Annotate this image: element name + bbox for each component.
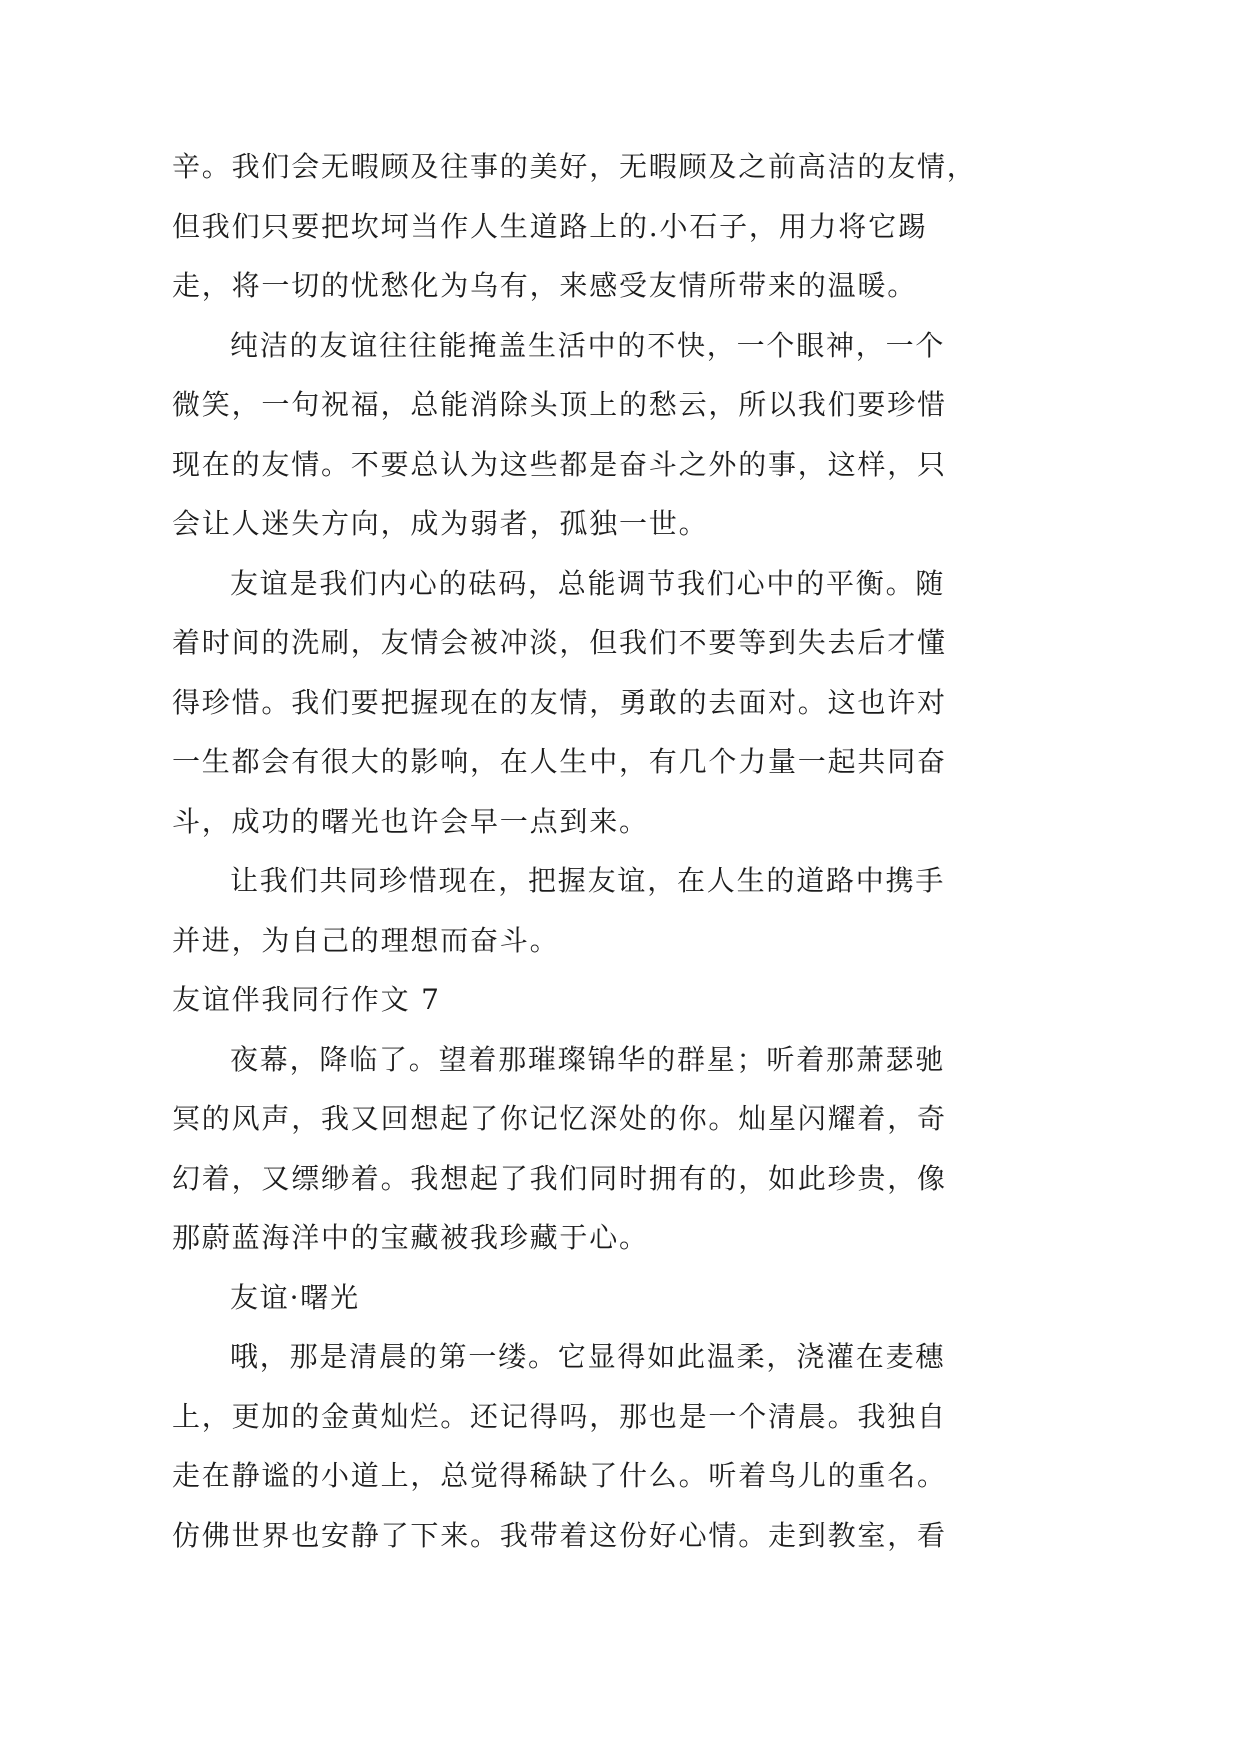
text-line: 微笑，一句祝福，总能消除头顶上的愁云，所以我们要珍惜 — [172, 388, 947, 421]
paragraph-first-line: 让我们共同珍惜现在，把握友谊，在人生的道路中携手 — [230, 864, 946, 897]
paragraph-first-line: 哦，那是清晨的第一缕。它显得如此温柔，浇灌在麦穗 — [230, 1340, 946, 1373]
text-line: 幻着，又缥缈着。我想起了我们同时拥有的，如此珍贵，像 — [172, 1161, 947, 1195]
text-line: 走在静谧的小道上，总觉得稀缺了什么。听着鸟儿的重名。 — [172, 1459, 947, 1492]
paragraph-first-line: 友谊是我们内心的砝码，总能调节我们心中的平衡。随 — [230, 566, 946, 600]
document-page — [172, 137, 977, 1565]
paragraph-first-line: 友谊·曙光 — [230, 1280, 360, 1314]
text-line: 上，更加的金黄灿烂。还记得吗，那也是一个清晨。我独自 — [172, 1399, 947, 1433]
text-line: 会让人迷失方向，成为弱者，孤独一世。 — [172, 507, 709, 540]
text-line: 现在的友情。不要总认为这些都是奋斗之外的事，这样，只 — [172, 447, 947, 481]
text-line: 走，将一切的忧愁化为乌有，来感受友情所带来的温暖。 — [172, 269, 918, 302]
text-line: 得珍惜。我们要把握现在的友情，勇敢的去面对。这也许对 — [172, 685, 947, 719]
paragraph-first-line: 纯洁的友谊往往能掩盖生活中的不快，一个眼神，一个 — [230, 328, 946, 362]
text-line: 一生都会有很大的影响，在人生中，有几个力量一起共同奋 — [172, 745, 947, 778]
text-line: 斗，成功的曙光也许会早一点到来。 — [172, 804, 649, 838]
text-line: 友谊伴我同行作文 7 — [172, 983, 441, 1016]
paragraph-first-line: 夜幕，降临了。望着那璀璨锦华的群星；听着那萧瑟驰 — [230, 1042, 946, 1076]
text-line: 辛。我们会无暇顾及往事的美好，无暇顾及之前高洁的友情， — [172, 150, 977, 183]
text-line: 并进，为自己的理想而奋斗。 — [172, 923, 560, 957]
text-line: 仿佛世界也安静了下来。我带着这份好心情。走到教室，看 — [172, 1518, 947, 1552]
text-line: 着时间的洗刷，友情会被冲淡，但我们不要等到失去后才懂 — [172, 626, 947, 659]
text-line: 冥的风声，我又回想起了你记忆深处的你。灿星闪耀着，奇 — [172, 1102, 947, 1135]
text-line: 那蔚蓝海洋中的宝藏被我珍藏于心。 — [172, 1221, 649, 1254]
text-line: 但我们只要把坎坷当作人生道路上的.小石子，用力将它踢 — [172, 209, 928, 243]
